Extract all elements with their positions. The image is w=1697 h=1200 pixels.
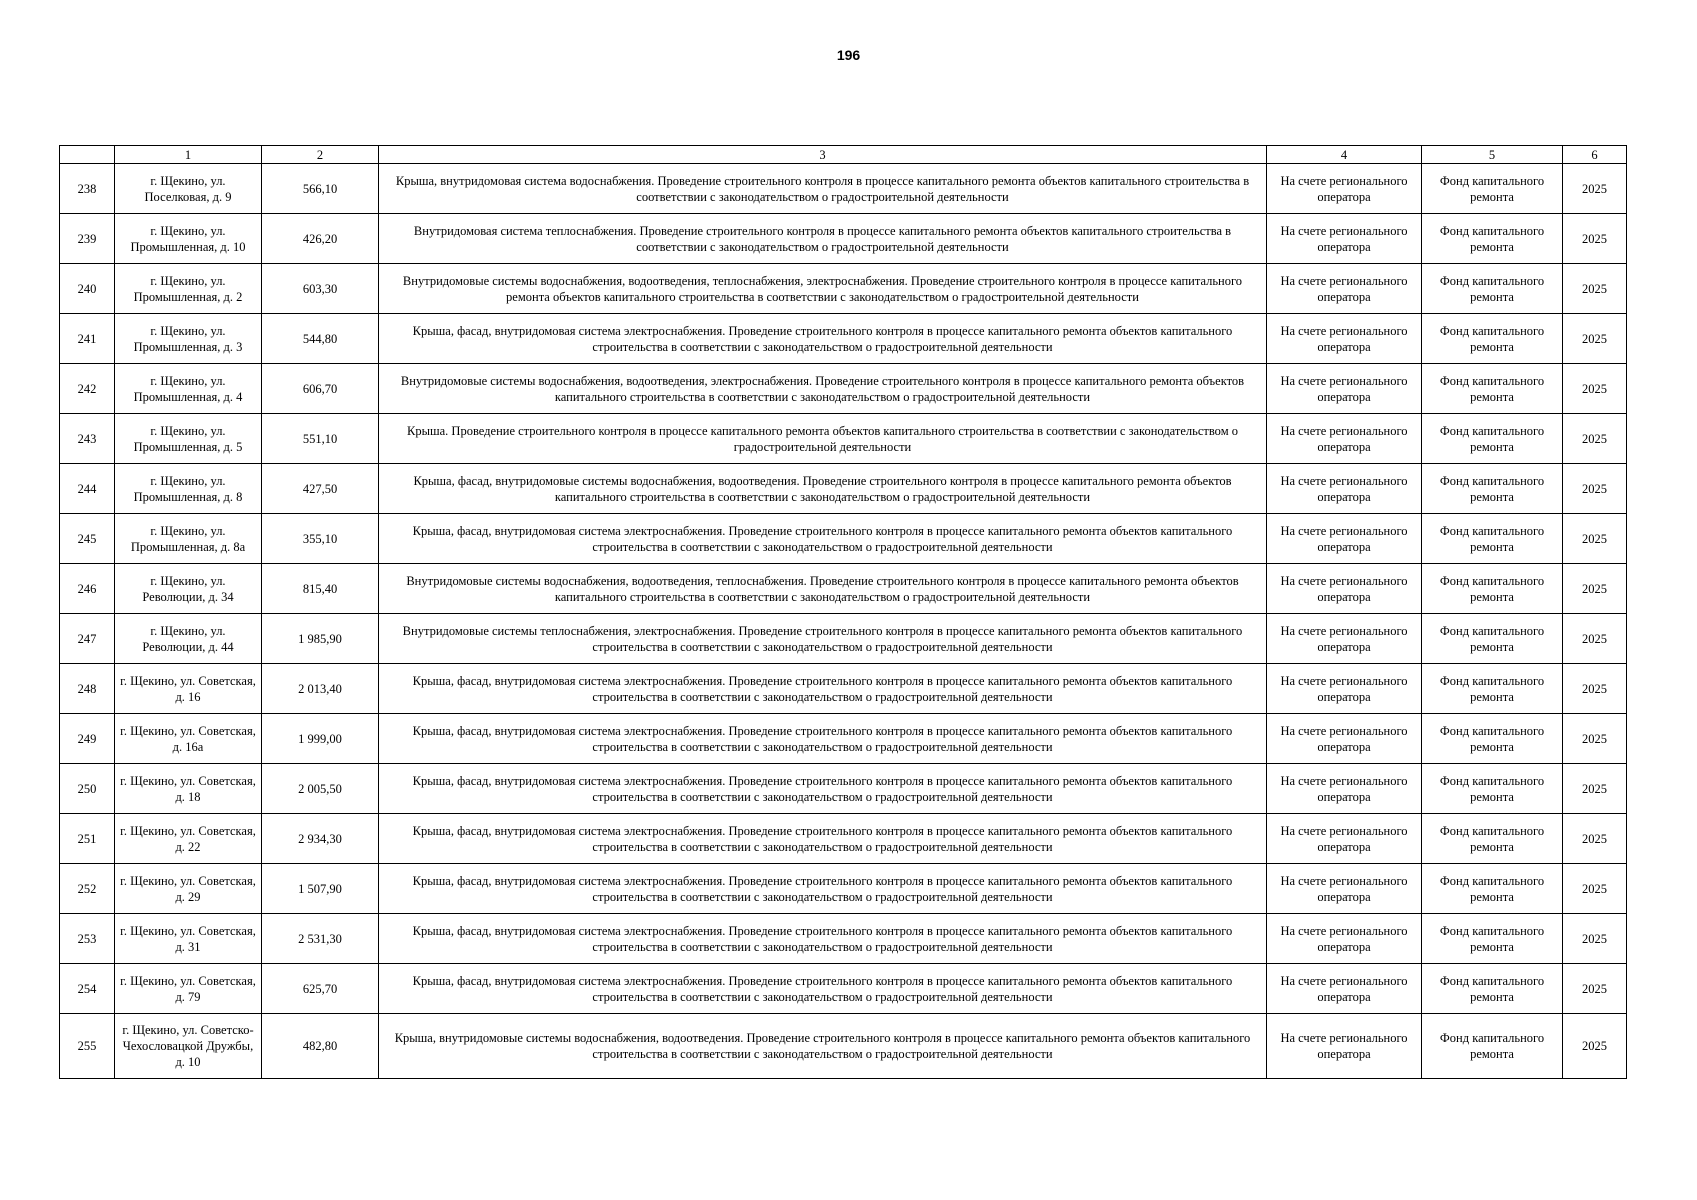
row-number: 255: [60, 1014, 115, 1079]
account-cell: На счете регионального оператора: [1267, 364, 1422, 414]
account-cell: На счете регионального оператора: [1267, 814, 1422, 864]
table-row: [60, 364, 1627, 414]
year-cell: 2025: [1563, 814, 1627, 864]
area-cell: 2 531,30: [262, 914, 379, 964]
area-cell: 2 005,50: [262, 764, 379, 814]
table-row: [60, 314, 1627, 364]
source-cell: Фонд капитального ремонта: [1422, 664, 1563, 714]
source-cell: Фонд капитального ремонта: [1422, 814, 1563, 864]
address-cell: г. Щекино, ул. Советско-Чехословацкой Дружбы, д. 10: [115, 1014, 262, 1079]
area-cell: 625,70: [262, 964, 379, 1014]
area-cell: 551,10: [262, 414, 379, 464]
table-row: [60, 414, 1627, 464]
row-number: 254: [60, 964, 115, 1014]
year-cell: 2025: [1563, 714, 1627, 764]
year-cell: 2025: [1563, 214, 1627, 264]
source-cell: Фонд капитального ремонта: [1422, 364, 1563, 414]
column-header: 3: [379, 146, 1267, 164]
year-cell: 2025: [1563, 164, 1627, 214]
works-cell: Крыша. Проведение строительного контроля в процессе капитального ремонта объектов капитального строительства в соответствии с законодательством о градостроительной деятельности: [379, 414, 1267, 464]
area-cell: 2 013,40: [262, 664, 379, 714]
source-cell: Фонд капитального ремонта: [1422, 914, 1563, 964]
area-cell: 544,80: [262, 314, 379, 364]
works-cell: Внутридомовые системы водоснабжения, водоотведения, теплоснабжения, электроснабжения. Проведение строительного контроля в процессе капитального ремонта объектов капитального строительства в соответствии с законодательством о градостроительной деятельности: [379, 264, 1267, 314]
source-cell: Фонд капитального ремонта: [1422, 164, 1563, 214]
address-cell: г. Щекино, ул. Советская, д. 22: [115, 814, 262, 864]
column-header: 5: [1422, 146, 1563, 164]
row-number: 240: [60, 264, 115, 314]
year-cell: 2025: [1563, 564, 1627, 614]
account-cell: На счете регионального оператора: [1267, 864, 1422, 914]
account-cell: На счете регионального оператора: [1267, 1014, 1422, 1079]
row-number: 242: [60, 364, 115, 414]
address-cell: г. Щекино, ул. Поселковая, д. 9: [115, 164, 262, 214]
table-row: [60, 714, 1627, 764]
source-cell: Фонд капитального ремонта: [1422, 764, 1563, 814]
source-cell: Фонд капитального ремонта: [1422, 264, 1563, 314]
account-cell: На счете регионального оператора: [1267, 664, 1422, 714]
area-cell: 426,20: [262, 214, 379, 264]
row-number: 244: [60, 464, 115, 514]
table-row: [60, 664, 1627, 714]
row-number: 246: [60, 564, 115, 614]
area-cell: 1 999,00: [262, 714, 379, 764]
area-cell: 603,30: [262, 264, 379, 314]
area-cell: 355,10: [262, 514, 379, 564]
works-cell: Крыша, фасад, внутридомовая система электроснабжения. Проведение строительного контроля в процессе капитального ремонта объектов капитального строительства в соответствии с законодательством о градостроительной деятельности: [379, 864, 1267, 914]
account-cell: На счете регионального оператора: [1267, 414, 1422, 464]
works-cell: Крыша, фасад, внутридомовая система электроснабжения. Проведение строительного контроля в процессе капитального ремонта объектов капитального строительства в соответствии с законодательством о градостроительной деятельности: [379, 664, 1267, 714]
column-header: [60, 146, 115, 164]
account-cell: На счете регионального оператора: [1267, 964, 1422, 1014]
area-cell: 566,10: [262, 164, 379, 214]
column-header: 1: [115, 146, 262, 164]
account-cell: На счете регионального оператора: [1267, 914, 1422, 964]
year-cell: 2025: [1563, 664, 1627, 714]
address-cell: г. Щекино, ул. Советская, д. 31: [115, 914, 262, 964]
table-row: [60, 564, 1627, 614]
address-cell: г. Щекино, ул. Промышленная, д. 8: [115, 464, 262, 514]
table-row: [60, 914, 1627, 964]
source-cell: Фонд капитального ремонта: [1422, 614, 1563, 664]
account-cell: На счете регионального оператора: [1267, 264, 1422, 314]
address-cell: г. Щекино, ул. Промышленная, д. 2: [115, 264, 262, 314]
works-cell: Крыша, фасад, внутридомовая система электроснабжения. Проведение строительного контроля в процессе капитального ремонта объектов капитального строительства в соответствии с законодательством о градостроительной деятельности: [379, 514, 1267, 564]
year-cell: 2025: [1563, 464, 1627, 514]
table-row: [60, 164, 1627, 214]
address-cell: г. Щекино, ул. Промышленная, д. 8а: [115, 514, 262, 564]
table-row: [60, 614, 1627, 664]
table-row: [60, 514, 1627, 564]
row-number: 241: [60, 314, 115, 364]
works-cell: Внутридомовые системы водоснабжения, водоотведения, электроснабжения. Проведение строительного контроля в процессе капитального ремонта объектов капитального строительства в соответствии с законодательством о градостроительной деятельности: [379, 364, 1267, 414]
row-number: 247: [60, 614, 115, 664]
source-cell: Фонд капитального ремонта: [1422, 214, 1563, 264]
row-number: 252: [60, 864, 115, 914]
year-cell: 2025: [1563, 514, 1627, 564]
row-number: 249: [60, 714, 115, 764]
account-cell: На счете регионального оператора: [1267, 564, 1422, 614]
account-cell: На счете регионального оператора: [1267, 314, 1422, 364]
works-cell: Внутридомовая система теплоснабжения. Проведение строительного контроля в процессе капитального ремонта объектов капитального строительства в соответствии с законодательством о градостроительной деятельности: [379, 214, 1267, 264]
account-cell: На счете регионального оператора: [1267, 614, 1422, 664]
source-cell: Фонд капитального ремонта: [1422, 314, 1563, 364]
page-number: 196: [836, 47, 861, 63]
area-cell: 1 985,90: [262, 614, 379, 664]
year-cell: 2025: [1563, 614, 1627, 664]
table-row: [60, 464, 1627, 514]
works-cell: Крыша, фасад, внутридомовая система электроснабжения. Проведение строительного контроля в процессе капитального ремонта объектов капитального строительства в соответствии с законодательством о градостроительной деятельности: [379, 314, 1267, 364]
row-number: 248: [60, 664, 115, 714]
area-cell: 606,70: [262, 364, 379, 414]
year-cell: 2025: [1563, 764, 1627, 814]
column-header: 6: [1563, 146, 1627, 164]
account-cell: На счете регионального оператора: [1267, 714, 1422, 764]
area-cell: 1 507,90: [262, 864, 379, 914]
table-row: [60, 964, 1627, 1014]
area-cell: 482,80: [262, 1014, 379, 1079]
address-cell: г. Щекино, ул. Советская, д. 16а: [115, 714, 262, 764]
row-number: 253: [60, 914, 115, 964]
works-cell: Внутридомовые системы теплоснабжения, электроснабжения. Проведение строительного контроля в процессе капитального ремонта объектов капитального строительства в соответствии с законодательством о градостроительной деятельности: [379, 614, 1267, 664]
works-cell: Внутридомовые системы водоснабжения, водоотведения, теплоснабжения. Проведение строительного контроля в процессе капитального ремонта объектов капитального строительства в соответствии с законодательством о градостроительной деятельности: [379, 564, 1267, 614]
row-number: 245: [60, 514, 115, 564]
works-cell: Крыша, фасад, внутридомовая система электроснабжения. Проведение строительного контроля в процессе капитального ремонта объектов капитального строительства в соответствии с законодательством о градостроительной деятельности: [379, 764, 1267, 814]
works-cell: Крыша, фасад, внутридомовая система электроснабжения. Проведение строительного контроля в процессе капитального ремонта объектов капитального строительства в соответствии с законодательством о градостроительной деятельности: [379, 814, 1267, 864]
year-cell: 2025: [1563, 964, 1627, 1014]
year-cell: 2025: [1563, 864, 1627, 914]
account-cell: На счете регионального оператора: [1267, 764, 1422, 814]
address-cell: г. Щекино, ул. Советская, д. 16: [115, 664, 262, 714]
account-cell: На счете регионального оператора: [1267, 514, 1422, 564]
area-cell: 815,40: [262, 564, 379, 614]
address-cell: г. Щекино, ул. Промышленная, д. 5: [115, 414, 262, 464]
year-cell: 2025: [1563, 364, 1627, 414]
year-cell: 2025: [1563, 264, 1627, 314]
source-cell: Фонд капитального ремонта: [1422, 1014, 1563, 1079]
address-cell: г. Щекино, ул. Промышленная, д. 4: [115, 364, 262, 414]
column-header: 4: [1267, 146, 1422, 164]
address-cell: г. Щекино, ул. Революции, д. 44: [115, 614, 262, 664]
row-number: 238: [60, 164, 115, 214]
account-cell: На счете регионального оператора: [1267, 214, 1422, 264]
works-cell: Крыша, внутридомовые системы водоснабжения, водоотведения. Проведение строительного контроля в процессе капитального ремонта объектов капитального строительства в соответствии с законодательством о градостроительной деятельности: [379, 1014, 1267, 1079]
address-cell: г. Щекино, ул. Революции, д. 34: [115, 564, 262, 614]
area-cell: 427,50: [262, 464, 379, 514]
row-number: 251: [60, 814, 115, 864]
row-number: 243: [60, 414, 115, 464]
works-cell: Крыша, фасад, внутридомовая система электроснабжения. Проведение строительного контроля в процессе капитального ремонта объектов капитального строительства в соответствии с законодательством о градостроительной деятельности: [379, 714, 1267, 764]
row-number: 239: [60, 214, 115, 264]
year-cell: 2025: [1563, 314, 1627, 364]
year-cell: 2025: [1563, 414, 1627, 464]
works-cell: Крыша, фасад, внутридомовая система электроснабжения. Проведение строительного контроля в процессе капитального ремонта объектов капитального строительства в соответствии с законодательством о градостроительной деятельности: [379, 964, 1267, 1014]
works-cell: Крыша, внутридомовая система водоснабжения. Проведение строительного контроля в процессе капитального ремонта объектов капитального строительства в соответствии с законодательством о градостроительной деятельности: [379, 164, 1267, 214]
table-row: [60, 264, 1627, 314]
source-cell: Фонд капитального ремонта: [1422, 714, 1563, 764]
area-cell: 2 934,30: [262, 814, 379, 864]
table-row: [60, 764, 1627, 814]
address-cell: г. Щекино, ул. Советская, д. 29: [115, 864, 262, 914]
address-cell: г. Щекино, ул. Советская, д. 79: [115, 964, 262, 1014]
row-number: 250: [60, 764, 115, 814]
year-cell: 2025: [1563, 1014, 1627, 1079]
column-header: 2: [262, 146, 379, 164]
source-cell: Фонд капитального ремонта: [1422, 564, 1563, 614]
table-row: [60, 814, 1627, 864]
table-row: [60, 1014, 1627, 1079]
source-cell: Фонд капитального ремонта: [1422, 964, 1563, 1014]
address-cell: г. Щекино, ул. Промышленная, д. 10: [115, 214, 262, 264]
address-cell: г. Щекино, ул. Советская, д. 18: [115, 764, 262, 814]
year-cell: 2025: [1563, 914, 1627, 964]
works-cell: Крыша, фасад, внутридомовые системы водоснабжения, водоотведения. Проведение строительного контроля в процессе капитального ремонта объектов капитального строительства в соответствии с законодательством о градостроительной деятельности: [379, 464, 1267, 514]
repair-program-table: [59, 145, 1627, 1079]
source-cell: Фонд капитального ремонта: [1422, 514, 1563, 564]
source-cell: Фонд капитального ремонта: [1422, 864, 1563, 914]
account-cell: На счете регионального оператора: [1267, 164, 1422, 214]
source-cell: Фонд капитального ремонта: [1422, 464, 1563, 514]
table-row: [60, 214, 1627, 264]
table-row: [60, 864, 1627, 914]
source-cell: Фонд капитального ремонта: [1422, 414, 1563, 464]
works-cell: Крыша, фасад, внутридомовая система электроснабжения. Проведение строительного контроля в процессе капитального ремонта объектов капитального строительства в соответствии с законодательством о градостроительной деятельности: [379, 914, 1267, 964]
header-row: [60, 146, 1627, 164]
account-cell: На счете регионального оператора: [1267, 464, 1422, 514]
address-cell: г. Щекино, ул. Промышленная, д. 3: [115, 314, 262, 364]
